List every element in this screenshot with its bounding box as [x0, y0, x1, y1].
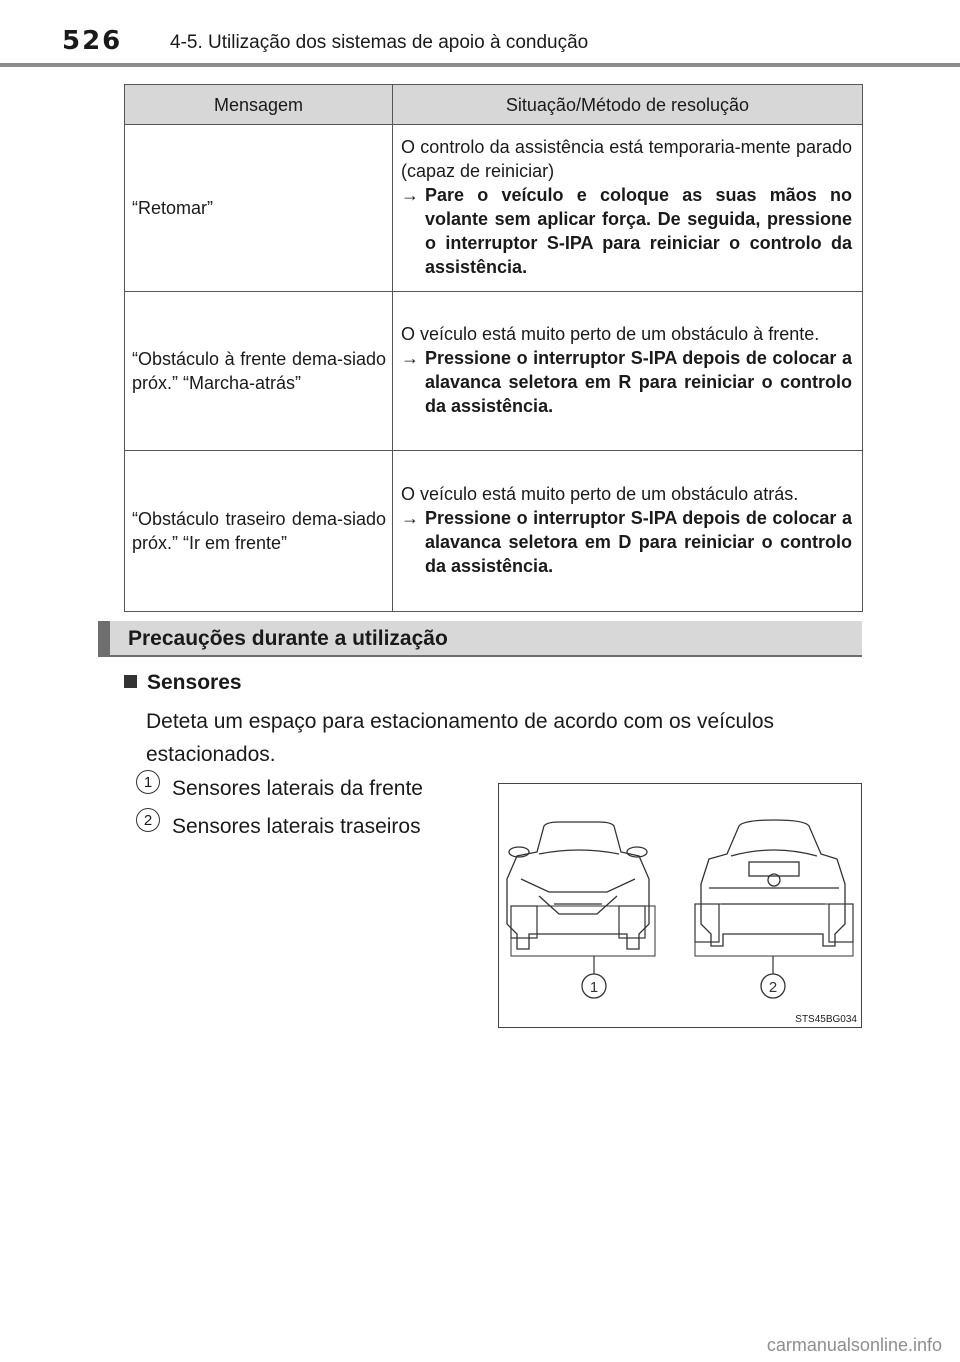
list-item-label: Sensores laterais traseiros — [172, 815, 421, 838]
message-cell — [125, 125, 393, 292]
arrow-icon: → — [401, 185, 419, 205]
sensor-figure — [498, 783, 862, 1028]
rear-right-sensor-zone — [829, 904, 853, 942]
page-number: 526 — [62, 26, 123, 56]
message-text: “Obstáculo traseiro dema-siado próx.” “Ir em frente” — [132, 509, 386, 553]
rear-left-sensor-zone — [695, 904, 719, 942]
situation-cell — [393, 125, 863, 292]
column-header-situation: Situação/Método de resolução — [393, 85, 863, 125]
body-paragraph: Deteta um espaço para estacionamento de acordo com os veículos estacionados. — [146, 710, 775, 766]
section-banner — [98, 621, 862, 657]
callout-label-1: 1 — [589, 979, 599, 996]
message-text: “Obstáculo à frente dema-siado próx.” “Marcha-atrás” — [132, 349, 386, 393]
watermark: carmanualsonline.info — [766, 1335, 942, 1355]
front-car-drawing — [507, 822, 649, 949]
section-title: 4-5. Utilização dos sistemas de apoio à condução — [170, 32, 589, 53]
figure-code: STS45BG034 — [795, 1014, 857, 1025]
message-text: “Retomar” — [132, 198, 214, 218]
car-sensors-illustration — [499, 784, 861, 1027]
message-cell — [125, 451, 393, 612]
action — [401, 183, 852, 279]
situation-text: O controlo da assistência está temporaria-mente parado (capaz de reiniciar) — [401, 137, 852, 181]
list-item — [136, 811, 421, 839]
action-text: Pare o veículo e coloque as suas mãos no volante sem aplicar força. De seguida, pressione o interruptor S-IPA para reiniciar o controlo da assistência. — [425, 185, 852, 277]
situation-text: O veículo está muito perto de um obstáculo atrás. — [401, 484, 799, 504]
section-heading: Precauções durante a utilização — [128, 627, 448, 650]
list-item-label: Sensores laterais da frente — [172, 777, 423, 800]
callout-label-2: 2 — [768, 979, 778, 996]
situation-cell — [393, 451, 863, 612]
front-left-sensor-zone — [511, 906, 537, 938]
header-rule — [0, 63, 960, 67]
list-item — [136, 773, 423, 801]
arrow-icon: → — [401, 508, 419, 528]
table-row — [125, 451, 863, 612]
action-text: Pressione o interruptor S-IPA depois de colocar a alavanca seletora em D para reiniciar o controlo da assistência. — [425, 508, 852, 576]
subheading — [124, 671, 242, 695]
action — [401, 346, 852, 418]
message-table — [124, 84, 863, 612]
table-row — [125, 125, 863, 292]
message-cell — [125, 292, 393, 451]
arrow-icon: → — [401, 348, 419, 368]
front-right-sensor-zone — [619, 906, 645, 938]
situation-cell — [393, 292, 863, 451]
callout-number-1: 1 — [136, 770, 160, 794]
table-row — [125, 292, 863, 451]
column-header-message: Mensagem — [125, 85, 393, 125]
table-header-row — [125, 85, 863, 125]
action — [401, 506, 852, 578]
action-text: Pressione o interruptor S-IPA depois de colocar a alavanca seletora em R para reiniciar o controlo da assistência. — [425, 348, 852, 416]
callout-number-2: 2 — [136, 808, 160, 832]
rear-car-drawing — [701, 820, 845, 946]
situation-text: O veículo está muito perto de um obstáculo à frente. — [401, 324, 820, 344]
subheading-text: Sensores — [147, 671, 242, 694]
square-bullet-icon — [124, 675, 137, 688]
